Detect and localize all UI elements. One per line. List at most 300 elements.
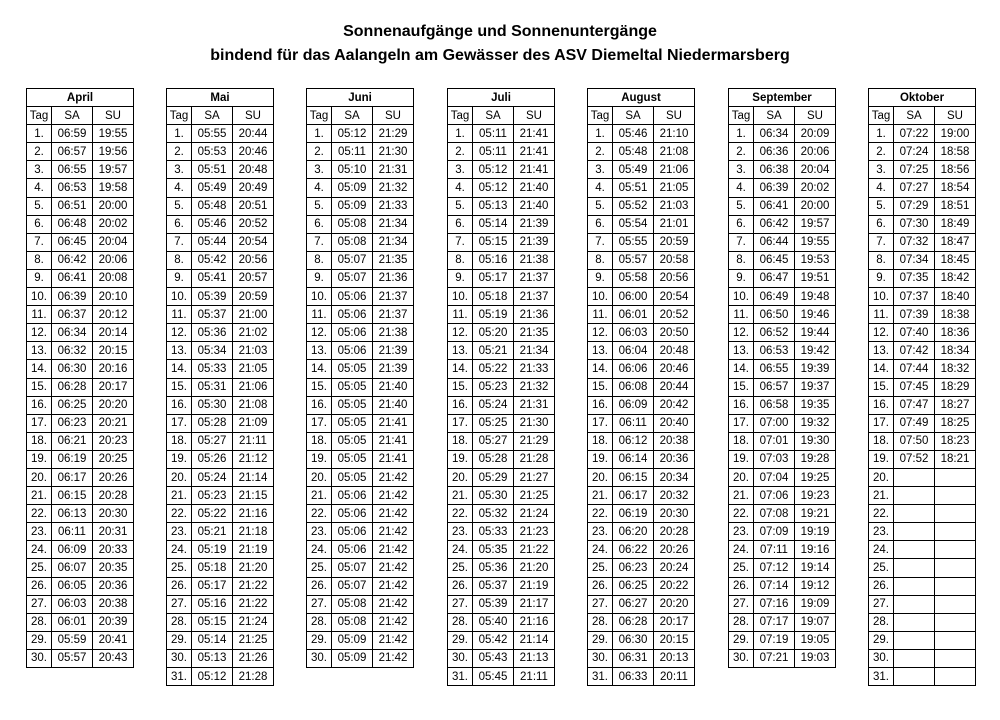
sunset-cell: 21:42 (373, 505, 414, 523)
table-row (448, 342, 555, 360)
table-row (448, 396, 555, 414)
sunrise-cell: 07:37 (894, 288, 935, 306)
sunset-cell: 20:38 (93, 595, 134, 613)
sunrise-cell: 06:41 (52, 269, 93, 287)
table-row (167, 143, 274, 161)
table-row (27, 288, 134, 306)
sunset-cell: 20:50 (654, 324, 695, 342)
table-row (167, 179, 274, 197)
table-row (167, 342, 274, 360)
sunrise-cell: 05:51 (613, 179, 654, 197)
day-cell: 9. (869, 269, 894, 287)
sunset-cell: 20:52 (654, 306, 695, 324)
sunrise-cell: 07:34 (894, 251, 935, 269)
sunset-cell: 21:41 (514, 143, 555, 161)
sunrise-cell: 05:12 (332, 125, 373, 143)
sunrise-cell: 05:51 (192, 161, 233, 179)
sunset-cell: 19:09 (795, 595, 836, 613)
sunrise-cell: 05:05 (332, 432, 373, 450)
sunset-cell: 18:25 (935, 414, 976, 432)
sunset-cell: 21:20 (233, 559, 274, 577)
table-row (307, 233, 414, 251)
sunrise-cell: 06:11 (52, 523, 93, 541)
day-cell: 3. (307, 161, 332, 179)
day-cell: 8. (729, 251, 754, 269)
table-row (167, 251, 274, 269)
page-title-block (0, 20, 1000, 68)
day-cell: 5. (729, 197, 754, 215)
table-row (729, 468, 836, 486)
sunset-cell: 19:51 (795, 269, 836, 287)
sunrise-cell: 06:13 (52, 505, 93, 523)
table-row (27, 324, 134, 342)
day-cell: 19. (588, 450, 613, 468)
sunset-cell: 20:26 (93, 468, 134, 486)
sunset-cell: 21:42 (373, 595, 414, 613)
sunrise-cell: 07:11 (754, 541, 795, 559)
sunrise-cell: 05:08 (332, 595, 373, 613)
table-row (307, 324, 414, 342)
sunrise-cell: 07:19 (754, 631, 795, 649)
sunset-cell: 21:39 (373, 342, 414, 360)
sunrise-cell: 05:32 (473, 505, 514, 523)
sunrise-cell: 06:55 (52, 161, 93, 179)
sunrise-cell: 07:44 (894, 360, 935, 378)
table-row (27, 450, 134, 468)
table-row (588, 613, 695, 631)
table-row (729, 197, 836, 215)
table-row (167, 595, 274, 613)
sunset-cell: 18:27 (935, 396, 976, 414)
day-cell: 30. (27, 649, 52, 667)
sunrise-cell: 06:17 (52, 468, 93, 486)
sunrise-cell: 05:46 (192, 215, 233, 233)
sunrise-cell: 06:45 (754, 251, 795, 269)
table-row (588, 288, 695, 306)
table-row (448, 161, 555, 179)
day-cell: 8. (27, 251, 52, 269)
sunset-cell: 21:10 (654, 125, 695, 143)
sunset-cell: 20:11 (654, 668, 695, 686)
day-cell: 22. (729, 505, 754, 523)
table-row (27, 523, 134, 541)
table-row (869, 468, 976, 486)
sunset-cell: 20:04 (93, 233, 134, 251)
sunset-cell: 20:56 (654, 269, 695, 287)
sunset-cell: 18:54 (935, 179, 976, 197)
sunset-cell: 19:35 (795, 396, 836, 414)
day-cell: 30. (869, 649, 894, 667)
table-row (167, 468, 274, 486)
table-row (167, 197, 274, 215)
sunrise-cell: 06:33 (613, 668, 654, 686)
day-cell: 11. (27, 306, 52, 324)
day-cell: 10. (869, 288, 894, 306)
table-row (167, 306, 274, 324)
sunrise-cell: 05:13 (473, 197, 514, 215)
table-row (729, 414, 836, 432)
table-row (448, 288, 555, 306)
sunrise-cell: 06:30 (613, 631, 654, 649)
table-row (307, 306, 414, 324)
day-cell: 16. (588, 396, 613, 414)
table-row (167, 649, 274, 667)
sunrise-cell: 07:32 (894, 233, 935, 251)
table-row (588, 450, 695, 468)
day-cell: 25. (869, 559, 894, 577)
sunrise-cell: 05:26 (192, 450, 233, 468)
sunset-cell: 21:34 (373, 233, 414, 251)
day-cell: 9. (307, 269, 332, 287)
table-row (27, 631, 134, 649)
day-cell: 26. (729, 577, 754, 595)
table-row (167, 161, 274, 179)
sunrise-cell: 05:07 (332, 269, 373, 287)
table-row (869, 668, 976, 686)
table-row (588, 179, 695, 197)
sunrise-cell: 05:36 (192, 324, 233, 342)
sunrise-cell: 05:24 (192, 468, 233, 486)
day-cell: 23. (167, 523, 192, 541)
day-cell: 1. (588, 125, 613, 143)
day-cell: 18. (167, 432, 192, 450)
table-row (307, 523, 414, 541)
day-cell: 6. (448, 215, 473, 233)
sunset-cell: 20:25 (93, 450, 134, 468)
sunrise-cell (894, 559, 935, 577)
day-cell: 25. (448, 559, 473, 577)
sunset-cell: 20:46 (654, 360, 695, 378)
table-row (588, 505, 695, 523)
day-cell: 17. (167, 414, 192, 432)
sunset-cell: 20:57 (233, 269, 274, 287)
day-cell: 10. (729, 288, 754, 306)
sunset-cell: 19:05 (795, 631, 836, 649)
day-cell: 14. (167, 360, 192, 378)
day-cell: 2. (869, 143, 894, 161)
table-row (27, 251, 134, 269)
table-row (729, 541, 836, 559)
table-row (448, 324, 555, 342)
sunrise-cell: 06:37 (52, 306, 93, 324)
table-row (869, 396, 976, 414)
sunset-cell: 20:04 (795, 161, 836, 179)
day-cell: 31. (448, 668, 473, 686)
sunset-cell: 21:41 (373, 450, 414, 468)
day-cell: 2. (588, 143, 613, 161)
day-cell: 28. (448, 613, 473, 631)
sunset-cell: 21:34 (373, 215, 414, 233)
sunrise-cell: 07:22 (894, 125, 935, 143)
sunrise-cell: 07:45 (894, 378, 935, 396)
day-cell: 10. (448, 288, 473, 306)
sunset-cell: 21:06 (654, 161, 695, 179)
day-cell: 17. (27, 414, 52, 432)
day-cell: 6. (27, 215, 52, 233)
sunrise-header: SA (894, 107, 935, 125)
sunrise-cell: 06:38 (754, 161, 795, 179)
sunset-cell: 21:42 (373, 559, 414, 577)
sunset-cell: 21:38 (373, 324, 414, 342)
sunrise-cell: 05:17 (192, 577, 233, 595)
table-row (869, 414, 976, 432)
day-header: Tag (588, 107, 613, 125)
sunrise-cell: 06:49 (754, 288, 795, 306)
sunrise-cell: 05:25 (473, 414, 514, 432)
table-row (27, 306, 134, 324)
table-row (588, 306, 695, 324)
sunrise-cell: 05:06 (332, 487, 373, 505)
table-row (869, 269, 976, 287)
day-cell: 15. (307, 378, 332, 396)
table-row (869, 613, 976, 631)
month-name: Mai (167, 89, 274, 107)
table-row (27, 342, 134, 360)
sunrise-cell: 05:37 (192, 306, 233, 324)
sunset-cell: 19:21 (795, 505, 836, 523)
day-cell: 2. (307, 143, 332, 161)
sunset-cell: 19:07 (795, 613, 836, 631)
day-cell: 28. (869, 613, 894, 631)
day-cell: 27. (588, 595, 613, 613)
sunrise-cell: 06:23 (52, 414, 93, 432)
sunrise-cell (894, 613, 935, 631)
sunrise-cell: 06:42 (52, 251, 93, 269)
sunset-cell: 21:28 (233, 668, 274, 686)
day-cell: 6. (167, 215, 192, 233)
day-cell: 12. (167, 324, 192, 342)
sunrise-cell: 07:08 (754, 505, 795, 523)
table-row (27, 233, 134, 251)
table-row (729, 487, 836, 505)
sunset-cell: 21:33 (373, 197, 414, 215)
day-cell: 1. (448, 125, 473, 143)
table-row (869, 523, 976, 541)
sunrise-cell: 06:32 (52, 342, 93, 360)
day-cell: 17. (588, 414, 613, 432)
sunrise-cell: 06:31 (613, 649, 654, 667)
sunset-cell: 21:42 (373, 613, 414, 631)
day-cell: 4. (729, 179, 754, 197)
sunset-cell: 20:48 (654, 342, 695, 360)
sunset-cell: 19:55 (93, 125, 134, 143)
table-row (729, 649, 836, 667)
sunrise-cell: 06:50 (754, 306, 795, 324)
sunset-cell (935, 487, 976, 505)
day-cell: 17. (869, 414, 894, 432)
day-header: Tag (448, 107, 473, 125)
sunrise-cell: 06:12 (613, 432, 654, 450)
table-row (167, 559, 274, 577)
table-row (448, 306, 555, 324)
table-row (869, 559, 976, 577)
sunrise-cell: 05:39 (192, 288, 233, 306)
day-cell: 28. (307, 613, 332, 631)
sunset-cell: 18:38 (935, 306, 976, 324)
sunset-cell: 20:48 (233, 161, 274, 179)
sunrise-cell: 06:57 (52, 143, 93, 161)
day-cell: 8. (448, 251, 473, 269)
table-row (588, 631, 695, 649)
table-row (307, 631, 414, 649)
sunset-cell: 20:36 (654, 450, 695, 468)
day-cell: 28. (167, 613, 192, 631)
sunrise-cell: 05:28 (192, 414, 233, 432)
day-cell: 16. (729, 396, 754, 414)
table-row (307, 269, 414, 287)
day-cell: 24. (588, 541, 613, 559)
sunset-cell: 21:41 (373, 432, 414, 450)
sunset-cell: 19:14 (795, 559, 836, 577)
sunset-cell: 21:27 (514, 468, 555, 486)
table-row (448, 487, 555, 505)
sunrise-cell: 05:37 (473, 577, 514, 595)
sunset-cell: 20:35 (93, 559, 134, 577)
sunrise-header: SA (754, 107, 795, 125)
sunrise-cell: 05:19 (473, 306, 514, 324)
day-cell: 9. (588, 269, 613, 287)
sunrise-cell: 07:29 (894, 197, 935, 215)
sunset-cell: 18:29 (935, 378, 976, 396)
sunset-cell: 18:40 (935, 288, 976, 306)
table-row (869, 251, 976, 269)
day-cell: 25. (729, 559, 754, 577)
table-row (448, 468, 555, 486)
day-cell: 8. (307, 251, 332, 269)
sunset-cell: 21:30 (514, 414, 555, 432)
table-row (448, 523, 555, 541)
sunrise-cell: 05:30 (192, 396, 233, 414)
day-cell: 22. (588, 505, 613, 523)
sunrise-cell: 05:36 (473, 559, 514, 577)
day-cell: 22. (307, 505, 332, 523)
table-row (448, 595, 555, 613)
sunset-cell: 18:21 (935, 450, 976, 468)
day-cell: 25. (307, 559, 332, 577)
sunrise-cell: 05:27 (192, 432, 233, 450)
day-cell: 4. (448, 179, 473, 197)
sunset-cell: 19:55 (795, 233, 836, 251)
table-row (448, 414, 555, 432)
day-cell: 24. (27, 541, 52, 559)
sunrise-cell: 06:19 (52, 450, 93, 468)
sunset-cell: 21:42 (373, 468, 414, 486)
sunset-cell: 21:37 (514, 288, 555, 306)
sunset-cell: 20:44 (233, 125, 274, 143)
sunrise-cell: 05:40 (473, 613, 514, 631)
sunrise-header: SA (473, 107, 514, 125)
month-name: August (588, 89, 695, 107)
sunrise-cell: 05:08 (332, 215, 373, 233)
day-cell: 10. (307, 288, 332, 306)
day-cell: 14. (869, 360, 894, 378)
sunset-cell: 20:02 (93, 215, 134, 233)
sunset-cell: 21:14 (514, 631, 555, 649)
table-row (869, 125, 976, 143)
day-cell: 27. (307, 595, 332, 613)
day-cell: 8. (588, 251, 613, 269)
day-cell: 4. (869, 179, 894, 197)
day-cell: 18. (588, 432, 613, 450)
table-row (588, 269, 695, 287)
table-row (729, 450, 836, 468)
table-row (167, 360, 274, 378)
day-cell: 2. (167, 143, 192, 161)
sunrise-cell: 06:39 (52, 288, 93, 306)
sunrise-cell: 07:04 (754, 468, 795, 486)
sunrise-cell: 07:25 (894, 161, 935, 179)
table-row (167, 541, 274, 559)
sunrise-cell: 05:05 (332, 360, 373, 378)
day-cell: 23. (729, 523, 754, 541)
sunset-cell: 21:37 (373, 306, 414, 324)
sunset-cell: 20:58 (654, 251, 695, 269)
table-row (27, 378, 134, 396)
sunset-cell: 21:42 (373, 523, 414, 541)
sunset-cell: 21:42 (373, 649, 414, 667)
sunrise-cell: 07:03 (754, 450, 795, 468)
table-row (588, 396, 695, 414)
sunrise-cell: 07:35 (894, 269, 935, 287)
table-row (167, 505, 274, 523)
sunset-cell: 18:36 (935, 324, 976, 342)
sunset-cell: 19:19 (795, 523, 836, 541)
table-row (448, 269, 555, 287)
sunset-cell: 21:41 (514, 125, 555, 143)
day-cell: 1. (167, 125, 192, 143)
sunrise-cell: 07:14 (754, 577, 795, 595)
sunset-cell: 19:12 (795, 577, 836, 595)
day-cell: 14. (448, 360, 473, 378)
day-cell: 10. (167, 288, 192, 306)
table-row (448, 450, 555, 468)
sunrise-cell: 05:06 (332, 324, 373, 342)
table-row (869, 360, 976, 378)
table-row (729, 378, 836, 396)
sunset-cell: 18:42 (935, 269, 976, 287)
day-cell: 17. (448, 414, 473, 432)
sunset-cell: 20:51 (233, 197, 274, 215)
sunrise-cell (894, 541, 935, 559)
sunset-cell: 18:32 (935, 360, 976, 378)
day-cell: 15. (448, 378, 473, 396)
sunset-cell (935, 595, 976, 613)
sunrise-cell: 06:14 (613, 450, 654, 468)
day-cell: 30. (167, 649, 192, 667)
table-row (729, 215, 836, 233)
table-row (588, 595, 695, 613)
table-row (869, 595, 976, 613)
table-row (307, 378, 414, 396)
day-cell: 31. (869, 668, 894, 686)
day-cell: 10. (588, 288, 613, 306)
sunrise-cell: 06:55 (754, 360, 795, 378)
sunrise-cell: 05:57 (52, 649, 93, 667)
day-cell: 13. (588, 342, 613, 360)
day-cell: 18. (307, 432, 332, 450)
sunset-cell: 21:37 (514, 269, 555, 287)
day-cell: 18. (869, 432, 894, 450)
sunrise-cell: 06:01 (613, 306, 654, 324)
sunset-cell: 19:32 (795, 414, 836, 432)
sunset-cell: 19:48 (795, 288, 836, 306)
table-row (167, 233, 274, 251)
table-row (588, 197, 695, 215)
sunrise-cell: 06:45 (52, 233, 93, 251)
day-cell: 26. (588, 577, 613, 595)
sunset-cell: 21:35 (514, 324, 555, 342)
sunrise-cell: 05:09 (332, 649, 373, 667)
